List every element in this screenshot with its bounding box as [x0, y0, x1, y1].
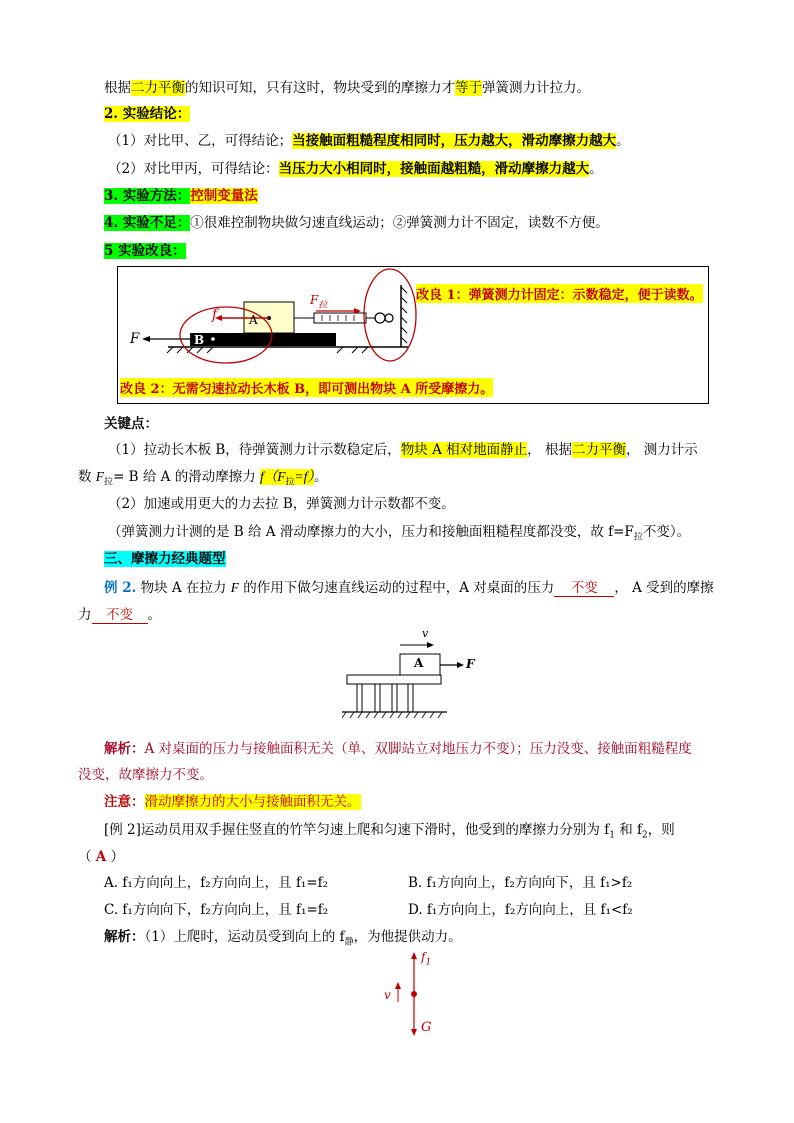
option-c: C. f₁方向向下，f₂方向向上，且 f₁=f₂: [104, 902, 329, 918]
label-f: f: [212, 307, 217, 323]
para-conclusion-intro: 根据二力平衡的知识可知，只有这时，物块受到的摩擦力才等于弹簧测力计拉力。: [104, 80, 590, 96]
analysis-2-line1: 解析：（1）上爬时，运动员受到向上的 $f_静$，为他提供动力。: [104, 929, 462, 948]
improvement-1-text: 改良 1：弹簧测力计固定：示数稳定，便于读数。: [416, 284, 703, 303]
key-point-1-cont: 数 $F_拉= B$ 给 A 的滑动摩擦力 $f(F_拉=f)$。: [78, 469, 328, 488]
answer-blank-pressure: 不变: [554, 576, 614, 597]
option-b: B. f₁方向向上，f₂方向向下，且 f₁>f₂: [408, 875, 633, 891]
block-table-diagram: [342, 627, 482, 722]
section-3-heading: 三、摩擦力经典题型: [104, 551, 226, 567]
key-point-note: （弹簧测力计测的是 B 给 A 滑动摩擦力的大小，压力和接触面粗糙程度都没变，故 $f=F_拉$不变）。: [108, 524, 691, 543]
answer-choice: A: [95, 849, 107, 865]
improvement-2-text: 改良 2：无需匀速拉动长木板 B，即可测出物块 A 所受摩擦力。: [120, 378, 493, 397]
analysis-1-line2: 没变，故摩擦力不变。: [78, 767, 213, 783]
improvement-diagram: [117, 266, 709, 404]
heading-shortcoming: 4. 实验不足：①很难控制物块做匀速直线运动；②弹簧测力计不固定，读数不方便。: [104, 215, 609, 231]
label-G: G: [421, 1020, 432, 1035]
force-diagram: [380, 948, 440, 1040]
label-F-pull: $F_拉$: [310, 293, 328, 311]
label-B: B: [194, 333, 205, 347]
label-f1: $f_1$: [421, 950, 432, 968]
heading-method: 3. 实验方法：控制变量法: [104, 188, 258, 204]
label-v: v: [422, 627, 429, 640]
label-F: F: [130, 331, 140, 347]
key-point-2: （2）加速或用更大的力去拉 B，弹簧测力计示数都不变。: [108, 496, 455, 512]
highlight-equal: 等于: [455, 80, 482, 96]
heading-improvement: 5 实验改良：: [104, 243, 186, 259]
example-2b-line2: （ A ）: [78, 849, 125, 865]
key-point-1: （1）拉动长木板 B，待弹簧测力计示数稳定后，物块 A 相对地面静止， 根据二力平衡， 测力计示: [108, 442, 698, 458]
key-points-title: 关键点：: [104, 416, 158, 432]
option-a: A. f₁方向向上，f₂方向向上，且 f₁=f₂: [104, 875, 329, 891]
answer-blank-friction: 不变: [92, 603, 148, 624]
option-d: D. f₁方向向上，f₂方向向上，且 f₁<f₂: [408, 902, 633, 918]
label-A: A: [249, 313, 258, 327]
label-F-force: F: [466, 657, 475, 671]
example-2-line2: 力 不变 。: [78, 603, 161, 624]
example-2b-line1: [例 2]运动员用双手握住竖直的竹竿匀速上爬和匀速下滑时，他受到的摩擦力分别为 $f_1$ 和 $f_2$，则: [104, 822, 675, 841]
heading-conclusion: 2. 实验结论：: [104, 106, 191, 122]
label-v-up: v: [384, 988, 391, 1002]
example-2-line1: 例 2. 物块 A 在拉力 F 的作用下做匀速直线运动的过程中，A 对桌面的压力 不变 ， A 受到的摩擦: [104, 576, 714, 597]
label-A-block: A: [414, 656, 424, 670]
highlight-balance: 二力平衡: [131, 80, 185, 96]
note-line: 注意：滑动摩擦力的大小与接触面积无关。: [104, 794, 361, 810]
analysis-1-line1: 解析：A 对桌面的压力与接触面积无关（单、双脚站立对地压力不变）；压力没变、接触面粗糙程度: [104, 741, 692, 757]
conclusion-1: （1）对比甲、乙，可得结论；当接触面粗糙程度相同时，压力越大，滑动摩擦力越大。: [108, 133, 630, 149]
conclusion-2: （2）对比甲丙，可得结论：当压力大小相同时，接触面越粗糙，滑动摩擦力越大。: [108, 161, 603, 177]
